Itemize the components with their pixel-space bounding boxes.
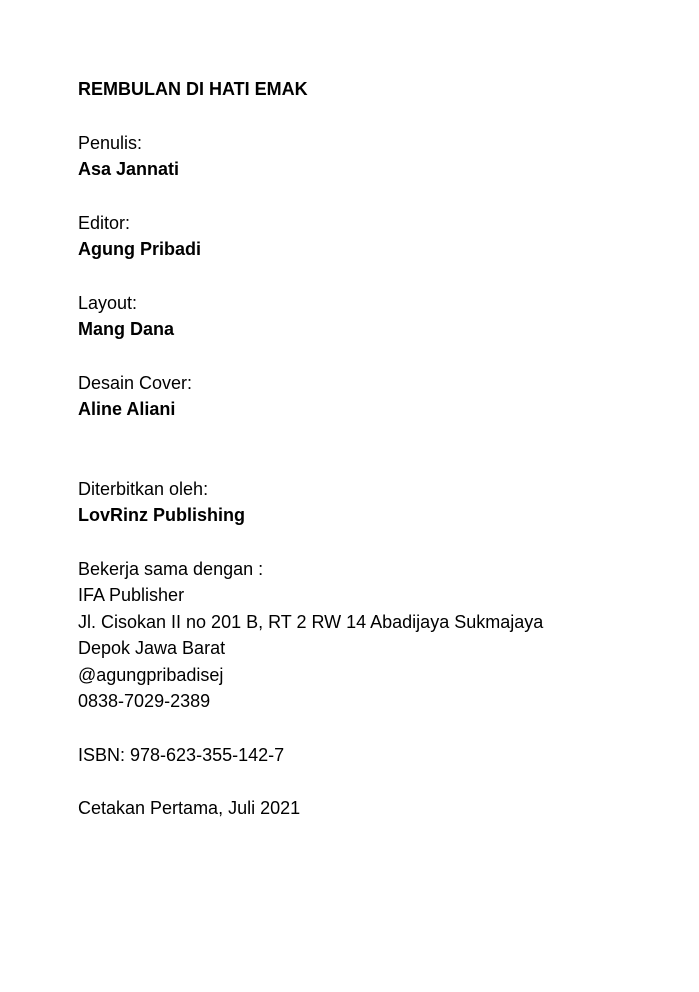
- partner-label: Bekerja sama dengan :: [78, 558, 264, 579]
- layout-name: Mang Dana: [78, 319, 175, 339]
- cover-designer-label: Desain Cover:: [78, 372, 193, 393]
- partner-phone: 0838-7029-2389: [78, 691, 211, 711]
- editor-label: Editor:: [78, 212, 131, 233]
- partner-name: IFA Publisher: [78, 585, 185, 605]
- edition-info: Cetakan Pertama, Juli 2021: [78, 798, 301, 818]
- partner-social: @agungpribadisej: [78, 664, 224, 685]
- partner-address-line1: Jl. Cisokan II no 201 B, RT 2 RW 14 Abadijaya Sukmajaya: [78, 611, 544, 632]
- copyright-page: [78, 76, 678, 822]
- editor-name: Agung Pribadi: [78, 239, 201, 259]
- writer-label: Penulis:: [78, 132, 143, 153]
- layout-label: Layout:: [78, 292, 138, 313]
- publisher-label: Diterbitkan oleh:: [78, 478, 209, 499]
- cover-designer-name: Aline Aliani: [78, 399, 176, 419]
- publisher-name: LovRinz Publishing: [78, 505, 245, 525]
- isbn: ISBN: 978-623-355-142-7: [78, 744, 285, 765]
- writer-name: Asa Jannati: [78, 159, 180, 179]
- book-title: REMBULAN DI HATI EMAK: [78, 79, 308, 99]
- partner-address-line2: Depok Jawa Barat: [78, 638, 226, 658]
